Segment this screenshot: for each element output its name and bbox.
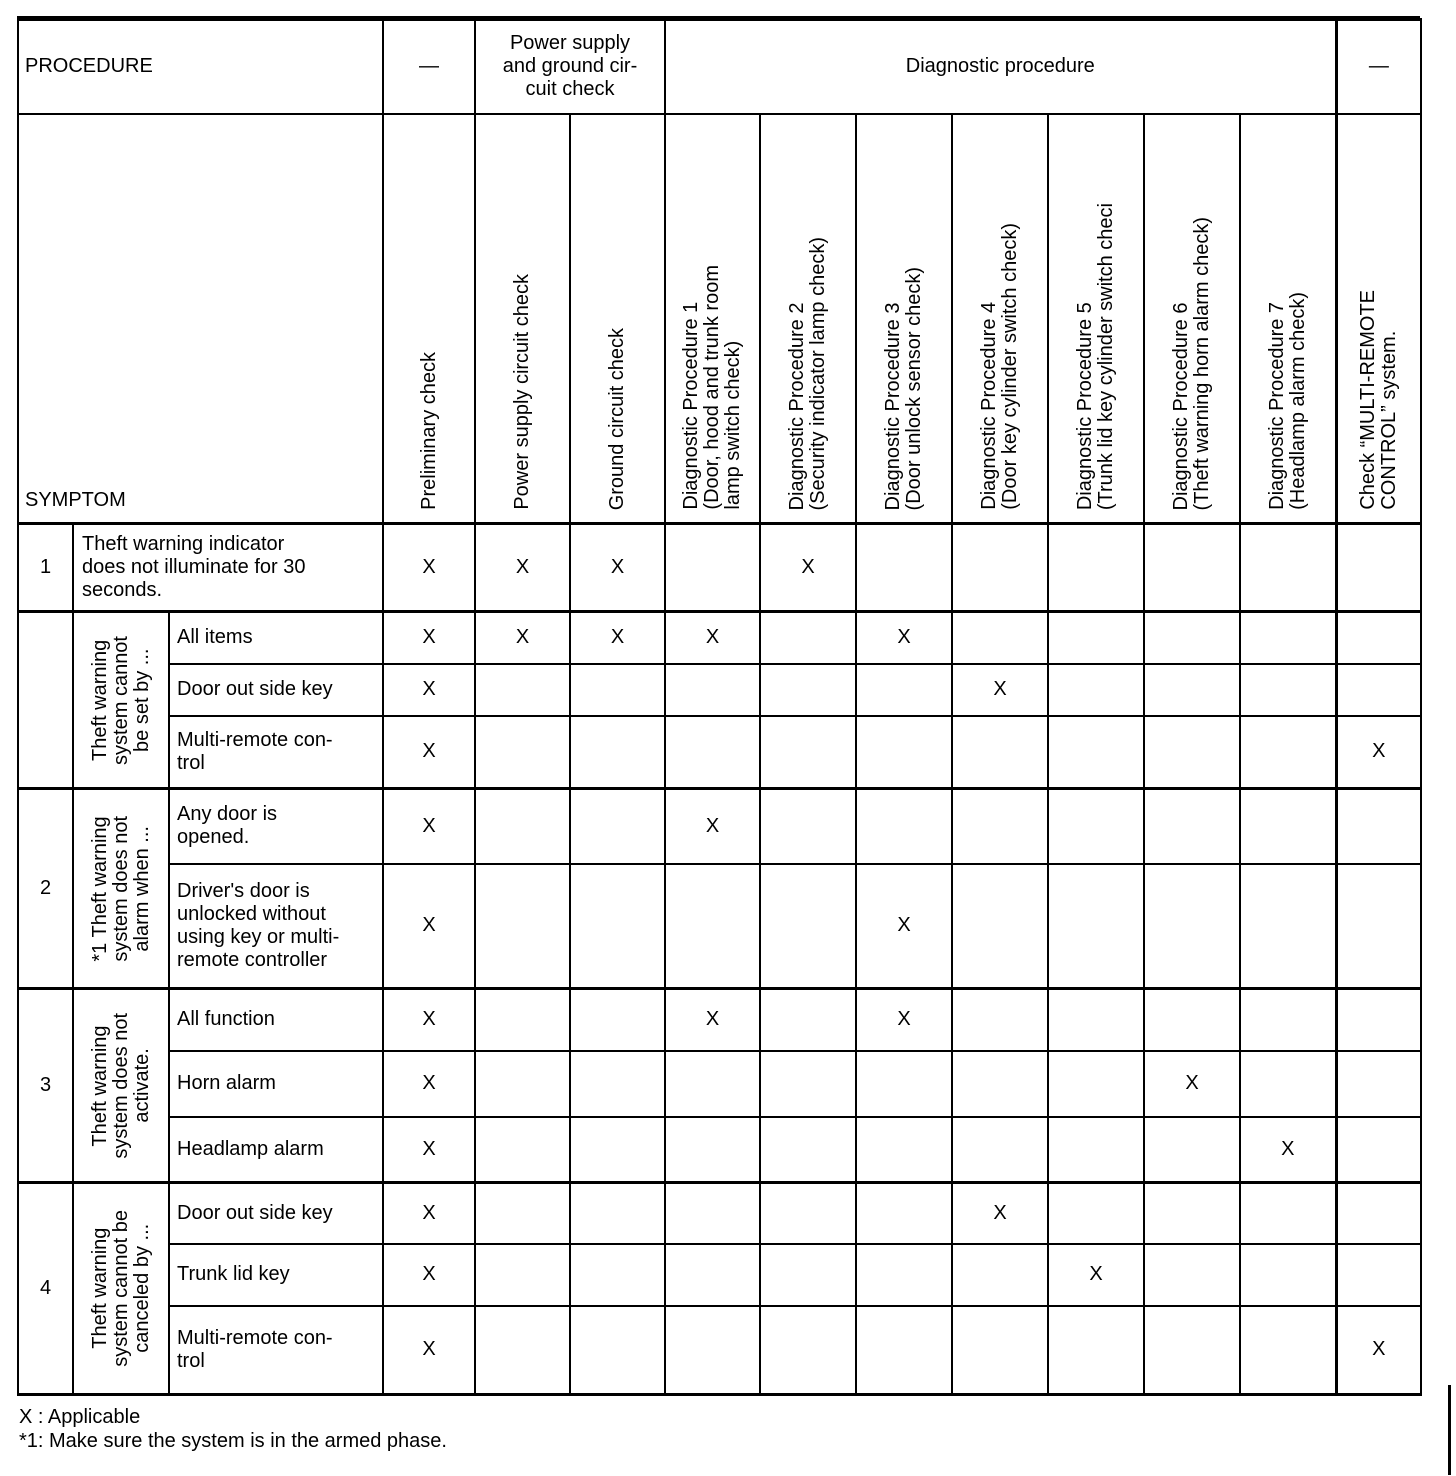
- applicable-mark: [1336, 524, 1421, 612]
- symptom-condition: Door out side key: [169, 1183, 383, 1244]
- applicable-mark: [1048, 1183, 1144, 1244]
- symptom-condition: Trunk lid key: [169, 1244, 383, 1306]
- applicable-mark: [1240, 789, 1336, 864]
- applicable-mark: [475, 1306, 570, 1395]
- applicable-mark: [1048, 716, 1144, 789]
- applicable-mark: X: [665, 612, 760, 664]
- applicable-mark: [475, 1051, 570, 1117]
- applicable-mark: [570, 1117, 665, 1183]
- applicable-mark: [1048, 789, 1144, 864]
- applicable-mark: [1336, 612, 1421, 664]
- applicable-mark: [856, 716, 952, 789]
- dash-header-2: —: [1336, 20, 1421, 114]
- applicable-mark: X: [383, 1117, 475, 1183]
- applicable-mark: [1048, 864, 1144, 989]
- column-header-3: [570, 114, 665, 524]
- applicable-mark: [1048, 989, 1144, 1051]
- column-header-4: [665, 114, 760, 524]
- applicable-mark: [856, 664, 952, 716]
- applicable-mark: X: [383, 1183, 475, 1244]
- applicable-mark: [1048, 524, 1144, 612]
- applicable-mark: X: [570, 524, 665, 612]
- applicable-mark: [570, 664, 665, 716]
- table-row: [18, 716, 1421, 789]
- applicable-mark: [665, 1051, 760, 1117]
- applicable-mark: [1240, 716, 1336, 789]
- symptom-number: 1: [18, 524, 73, 612]
- applicable-mark: X: [952, 1183, 1048, 1244]
- applicable-mark: [1240, 1244, 1336, 1306]
- diagnosis-table: [17, 18, 1422, 1396]
- symptom-group-label: Theft warning system cannot be set by ...: [88, 635, 153, 765]
- applicable-mark: X: [1336, 1306, 1421, 1395]
- applicable-mark: X: [1048, 1244, 1144, 1306]
- applicable-mark: [1336, 1117, 1421, 1183]
- symptom-label: SYMPTOM: [18, 114, 383, 524]
- applicable-mark: X: [383, 524, 475, 612]
- applicable-mark: X: [856, 612, 952, 664]
- symptom-group: [73, 1183, 169, 1395]
- applicable-mark: [1240, 864, 1336, 989]
- applicable-mark: [760, 1117, 856, 1183]
- column-header-label: Diagnostic Procedure 2 (Security indicator lamp check): [786, 236, 829, 510]
- applicable-mark: [1336, 1051, 1421, 1117]
- applicable-mark: X: [383, 716, 475, 789]
- symptom-number: 3: [18, 989, 73, 1183]
- symptom-group: [73, 789, 169, 989]
- applicable-mark: [1336, 1244, 1421, 1306]
- applicable-mark: [856, 1183, 952, 1244]
- applicable-mark: [570, 1306, 665, 1395]
- column-header-7: [952, 114, 1048, 524]
- diagnostic-group-header: Diagnostic procedure: [665, 20, 1336, 114]
- legend-text: X : Applicable: [19, 1406, 141, 1428]
- applicable-mark: [1240, 1051, 1336, 1117]
- symptom-condition: Door out side key: [169, 664, 383, 716]
- table-row: [18, 1051, 1421, 1117]
- applicable-mark: X: [665, 989, 760, 1051]
- applicable-mark: X: [475, 524, 570, 612]
- symptom-condition: Multi-remote con- trol: [169, 716, 383, 789]
- column-header-label: Diagnostic Procedure 5 (Trunk lid key cylinder switch checi: [1074, 202, 1117, 510]
- applicable-mark: [856, 1244, 952, 1306]
- applicable-mark: X: [383, 1306, 475, 1395]
- table-row: [18, 1183, 1421, 1244]
- applicable-mark: [1240, 989, 1336, 1051]
- applicable-mark: [1048, 1306, 1144, 1395]
- applicable-mark: [952, 989, 1048, 1051]
- column-header-6: [856, 114, 952, 524]
- applicable-mark: X: [856, 864, 952, 989]
- symptom-condition: All function: [169, 989, 383, 1051]
- applicable-mark: X: [570, 612, 665, 664]
- applicable-mark: [856, 789, 952, 864]
- applicable-mark: [475, 789, 570, 864]
- applicable-mark: [1144, 1306, 1240, 1395]
- symptom-condition: Driver's door is unlocked without using key or multi- remote controller: [169, 864, 383, 989]
- applicable-mark: [1048, 664, 1144, 716]
- applicable-mark: [1144, 864, 1240, 989]
- applicable-mark: [570, 789, 665, 864]
- applicable-mark: X: [1336, 716, 1421, 789]
- applicable-mark: [1144, 716, 1240, 789]
- applicable-mark: X: [856, 989, 952, 1051]
- applicable-mark: [760, 1244, 856, 1306]
- footnote-text: *1: Make sure the system is in the armed phase.: [19, 1430, 447, 1452]
- symptom-number: 4: [18, 1183, 73, 1395]
- applicable-mark: [1048, 612, 1144, 664]
- procedure-label: PROCEDURE: [18, 20, 383, 114]
- symptom-condition: Multi-remote con- trol: [169, 1306, 383, 1395]
- applicable-mark: [760, 612, 856, 664]
- column-header-label: Diagnostic Procedure 3 (Door unlock sensor check): [882, 266, 925, 510]
- applicable-mark: X: [475, 612, 570, 664]
- applicable-mark: [856, 1051, 952, 1117]
- applicable-mark: [1240, 664, 1336, 716]
- applicable-mark: [1336, 989, 1421, 1051]
- applicable-mark: [760, 1306, 856, 1395]
- table-row: [18, 524, 1421, 612]
- applicable-mark: [665, 1117, 760, 1183]
- applicable-mark: [952, 1117, 1048, 1183]
- applicable-mark: [952, 1306, 1048, 1395]
- table-row: [18, 1244, 1421, 1306]
- applicable-mark: [665, 1244, 760, 1306]
- applicable-mark: [856, 1306, 952, 1395]
- symptom-condition: All items: [169, 612, 383, 664]
- applicable-mark: [570, 1051, 665, 1117]
- symptom-group-label: Theft warning system cannot be canceled by ...: [88, 1210, 153, 1367]
- applicable-mark: [570, 1244, 665, 1306]
- applicable-mark: [1336, 864, 1421, 989]
- applicable-mark: X: [383, 989, 475, 1051]
- applicable-mark: X: [1240, 1117, 1336, 1183]
- symptom-condition: Headlamp alarm: [169, 1117, 383, 1183]
- power-ground-group-header: Power supply and ground cir- cuit check: [475, 20, 665, 114]
- column-header-label: Diagnostic Procedure 6 (Theft warning horn alarm check): [1170, 216, 1213, 510]
- applicable-mark: [1144, 989, 1240, 1051]
- applicable-mark: [665, 664, 760, 716]
- applicable-mark: X: [1144, 1051, 1240, 1117]
- applicable-mark: [1144, 664, 1240, 716]
- applicable-mark: [1240, 524, 1336, 612]
- applicable-mark: [475, 716, 570, 789]
- applicable-mark: [475, 989, 570, 1051]
- applicable-mark: [760, 1183, 856, 1244]
- applicable-mark: [760, 789, 856, 864]
- applicable-mark: [665, 1183, 760, 1244]
- applicable-mark: [952, 612, 1048, 664]
- symptom-group-label: *1 Theft warning system does not alarm when ...: [88, 815, 153, 962]
- applicable-mark: [856, 524, 952, 612]
- applicable-mark: [475, 664, 570, 716]
- symptom-condition: Horn alarm: [169, 1051, 383, 1117]
- applicable-mark: [1240, 612, 1336, 664]
- applicable-mark: [1240, 1183, 1336, 1244]
- applicable-mark: [570, 1183, 665, 1244]
- applicable-mark: [1144, 1244, 1240, 1306]
- applicable-mark: [952, 1051, 1048, 1117]
- column-header-11: [1336, 114, 1421, 524]
- applicable-mark: [760, 989, 856, 1051]
- table-row: [18, 664, 1421, 716]
- applicable-mark: [760, 664, 856, 716]
- table-row: [18, 612, 1421, 664]
- column-header-label: Diagnostic Procedure 1 (Door, hood and trunk room lamp switch check): [680, 265, 744, 510]
- applicable-mark: [1048, 1051, 1144, 1117]
- table-row: [18, 1306, 1421, 1395]
- table-row: [18, 789, 1421, 864]
- symptom-number: 2: [18, 789, 73, 989]
- applicable-mark: [952, 1244, 1048, 1306]
- column-header-label: Preliminary check: [417, 352, 440, 510]
- column-header-label: Check “MULTI-REMOTE CONTROL” system.: [1356, 290, 1400, 510]
- applicable-mark: X: [383, 864, 475, 989]
- symptom-group: [73, 989, 169, 1183]
- applicable-mark: [1144, 789, 1240, 864]
- column-header-label: Ground circuit check: [606, 327, 628, 510]
- symptom-group: [73, 612, 169, 789]
- column-header-9: [1144, 114, 1240, 524]
- applicable-mark: [760, 864, 856, 989]
- applicable-mark: [952, 864, 1048, 989]
- applicable-mark: X: [383, 612, 475, 664]
- applicable-mark: [570, 864, 665, 989]
- applicable-mark: X: [952, 664, 1048, 716]
- applicable-mark: [1144, 524, 1240, 612]
- applicable-mark: X: [383, 664, 475, 716]
- applicable-mark: X: [383, 1244, 475, 1306]
- applicable-mark: X: [665, 789, 760, 864]
- applicable-mark: [665, 524, 760, 612]
- page-edge-rule: [1448, 1385, 1451, 1475]
- footer: [19, 1405, 447, 1453]
- applicable-mark: [952, 789, 1048, 864]
- applicable-mark: [665, 1306, 760, 1395]
- column-header-2: [475, 114, 570, 524]
- applicable-mark: [1336, 1183, 1421, 1244]
- column-header-5: [760, 114, 856, 524]
- applicable-mark: [1048, 1117, 1144, 1183]
- applicable-mark: [665, 864, 760, 989]
- applicable-mark: [475, 1244, 570, 1306]
- applicable-mark: [1144, 612, 1240, 664]
- applicable-mark: [1144, 1117, 1240, 1183]
- applicable-mark: [952, 524, 1048, 612]
- table-row: [18, 1117, 1421, 1183]
- column-header-label: Diagnostic Procedure 7 (Headlamp alarm check): [1265, 292, 1309, 510]
- applicable-mark: [1336, 789, 1421, 864]
- applicable-mark: [475, 1183, 570, 1244]
- applicable-mark: [1336, 664, 1421, 716]
- column-header-8: [1048, 114, 1144, 524]
- symptom-condition: Any door is opened.: [169, 789, 383, 864]
- applicable-mark: [665, 716, 760, 789]
- symptom-description: Theft warning indicator does not illuminate for 30 seconds.: [73, 524, 383, 612]
- applicable-mark: [475, 864, 570, 989]
- symptom-group-label: Theft warning system does not activate.: [88, 1012, 153, 1159]
- applicable-mark: X: [760, 524, 856, 612]
- applicable-mark: [1144, 1183, 1240, 1244]
- column-header-label: Power supply circuit check: [511, 274, 533, 510]
- table-row: [18, 864, 1421, 989]
- applicable-mark: [760, 716, 856, 789]
- dash-header-1: —: [383, 20, 475, 114]
- symptom-number: [18, 612, 73, 789]
- applicable-mark: [570, 716, 665, 789]
- column-header-label: Diagnostic Procedure 4 (Door key cylinder switch check): [978, 223, 1021, 510]
- applicable-mark: X: [383, 1051, 475, 1117]
- applicable-mark: [760, 1051, 856, 1117]
- table-row: [18, 989, 1421, 1051]
- column-header-10: [1240, 114, 1336, 524]
- column-header-1: [383, 114, 475, 524]
- applicable-mark: [475, 1117, 570, 1183]
- applicable-mark: [570, 989, 665, 1051]
- applicable-mark: [1240, 1306, 1336, 1395]
- applicable-mark: [952, 716, 1048, 789]
- applicable-mark: [856, 1117, 952, 1183]
- applicable-mark: X: [383, 789, 475, 864]
